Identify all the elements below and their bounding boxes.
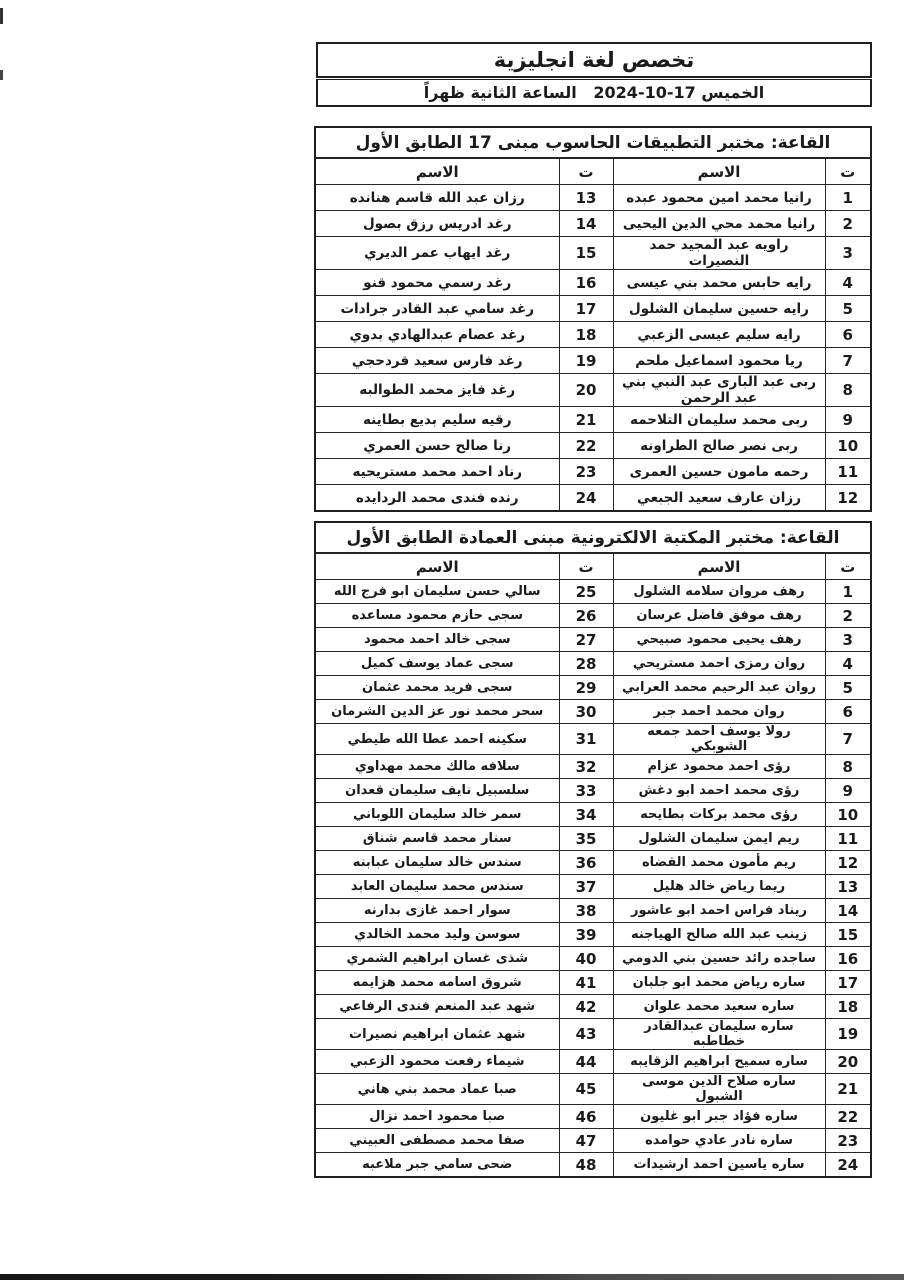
seat-number-cell: 11 [825, 827, 871, 851]
student-name-cell: رايه سليم عيسى الزعبي [613, 322, 825, 348]
student-name-cell: سالي حسن سليمان ابو فرج الله [315, 580, 559, 604]
student-name-cell: رايه حابس محمد بني عيسى [613, 270, 825, 296]
student-name-cell: شيماء رفعت محمود الزعبي [315, 1050, 559, 1074]
seat-number-cell: 18 [825, 995, 871, 1019]
seat-number-cell: 8 [825, 755, 871, 779]
table-row [315, 971, 871, 995]
seat-number-cell: 5 [825, 676, 871, 700]
table-row [315, 433, 871, 459]
seat-number-cell: 43 [559, 1019, 613, 1050]
student-name-cell: رغد ادريس رزق بصول [315, 211, 559, 237]
student-name-cell: رزان عارف سعيد الجبعي [613, 485, 825, 512]
table-row [315, 580, 871, 604]
col-header-num: ت [825, 158, 871, 185]
student-name-cell: رايه حسين سليمان الشلول [613, 296, 825, 322]
table-row [315, 923, 871, 947]
table-row [315, 1153, 871, 1178]
student-name-cell: ساره رياض محمد ابو جلبان [613, 971, 825, 995]
seat-number-cell: 7 [825, 724, 871, 755]
room-table-1 [314, 126, 872, 512]
student-name-cell: رحمه مامون حسين العمرى [613, 459, 825, 485]
seat-number-cell: 27 [559, 628, 613, 652]
student-name-cell: زينب عبد الله صالح الهياجنه [613, 923, 825, 947]
seat-number-cell: 38 [559, 899, 613, 923]
col-header-name: الاسم [315, 553, 559, 580]
seat-number-cell: 29 [559, 676, 613, 700]
student-name-cell: سمر خالد سليمان اللوباني [315, 803, 559, 827]
seat-number-cell: 17 [825, 971, 871, 995]
student-name-cell: ساره سميح ابراهيم الزقايبه [613, 1050, 825, 1074]
student-name-cell: رؤى محمد بركات بطايحه [613, 803, 825, 827]
seat-number-cell: 10 [825, 433, 871, 459]
seat-number-cell: 9 [825, 779, 871, 803]
table-row [315, 827, 871, 851]
seat-number-cell: 20 [559, 374, 613, 407]
student-name-cell: ريم ايمن سليمان الشلول [613, 827, 825, 851]
table-row [315, 700, 871, 724]
seat-number-cell: 14 [825, 899, 871, 923]
seat-number-cell: 3 [825, 628, 871, 652]
seat-number-cell: 37 [559, 875, 613, 899]
table-row [315, 724, 871, 755]
student-name-cell: ربى نصر صالح الطراونه [613, 433, 825, 459]
student-name-cell: سجى خالد احمد محمود [315, 628, 559, 652]
col-header-num: ت [559, 553, 613, 580]
seat-number-cell: 30 [559, 700, 613, 724]
student-name-cell: رغد عصام عبدالهادي بدوي [315, 322, 559, 348]
col-header-name: الاسم [613, 158, 825, 185]
seat-number-cell: 19 [825, 1019, 871, 1050]
seat-number-cell: 46 [559, 1105, 613, 1129]
student-name-cell: سلسبيل نايف سليمان قعدان [315, 779, 559, 803]
table-row [315, 485, 871, 512]
seat-number-cell: 9 [825, 407, 871, 433]
seat-number-cell: 44 [559, 1050, 613, 1074]
scan-edge-artifact [0, 8, 3, 24]
col-header-name: الاسم [315, 158, 559, 185]
seat-number-cell: 5 [825, 296, 871, 322]
student-name-cell: رغد فايز محمد الطوالبه [315, 374, 559, 407]
table-row [315, 676, 871, 700]
table-row [315, 628, 871, 652]
table-row [315, 185, 871, 211]
table-row [315, 1129, 871, 1153]
seat-number-cell: 36 [559, 851, 613, 875]
student-name-cell: ساجده رائد حسين بني الدومي [613, 947, 825, 971]
table-row [315, 348, 871, 374]
room-title: القاعة: مختبر المكتبة الالكترونية مبنى العمادة الطابق الأول [315, 522, 871, 553]
table-row [315, 995, 871, 1019]
student-name-cell: رغد سامي عبد القادر جرادات [315, 296, 559, 322]
seat-number-cell: 23 [559, 459, 613, 485]
student-name-cell: ساره صلاح الدين موسى الشبول [613, 1074, 825, 1105]
table-row [315, 459, 871, 485]
student-name-cell: ساره نادر عادي حوامده [613, 1129, 825, 1153]
seat-number-cell: 40 [559, 947, 613, 971]
student-name-cell: رغد رسمي محمود قنو [315, 270, 559, 296]
seat-number-cell: 48 [559, 1153, 613, 1178]
table-row [315, 237, 871, 270]
table-row [315, 779, 871, 803]
student-name-cell: رنده فندى محمد الردايده [315, 485, 559, 512]
student-name-cell: سندس خالد سليمان عبابنه [315, 851, 559, 875]
table-row [315, 652, 871, 676]
seat-number-cell: 6 [825, 700, 871, 724]
student-name-cell: رغد ايهاب عمر الديري [315, 237, 559, 270]
student-name-cell: رهف يحيى محمود صبيحي [613, 628, 825, 652]
student-name-cell: صبا محمود احمد نزال [315, 1105, 559, 1129]
student-name-cell: رنا صالح حسن العمري [315, 433, 559, 459]
seat-number-cell: 22 [559, 433, 613, 459]
seat-number-cell: 39 [559, 923, 613, 947]
room-header-row [315, 522, 871, 553]
seat-number-cell: 22 [825, 1105, 871, 1129]
seat-number-cell: 1 [825, 580, 871, 604]
seat-number-cell: 15 [825, 923, 871, 947]
student-name-cell: ساره ياسين احمد ارشيدات [613, 1153, 825, 1178]
student-name-cell: رولا يوسف احمد جمعه الشوبكي [613, 724, 825, 755]
seat-number-cell: 8 [825, 374, 871, 407]
seat-number-cell: 20 [825, 1050, 871, 1074]
seat-number-cell: 32 [559, 755, 613, 779]
student-name-cell: ريما رياض خالد هليل [613, 875, 825, 899]
table-row [315, 803, 871, 827]
col-header-num: ت [825, 553, 871, 580]
seat-number-cell: 13 [825, 875, 871, 899]
seat-number-cell: 21 [559, 407, 613, 433]
seat-number-cell: 16 [825, 947, 871, 971]
student-name-cell: رؤى احمد محمود عزام [613, 755, 825, 779]
room-title: القاعة: مختبر التطبيقات الحاسوب مبنى 17 الطابق الأول [315, 127, 871, 158]
col-header-name: الاسم [613, 553, 825, 580]
seat-number-cell: 33 [559, 779, 613, 803]
student-name-cell: سندس محمد سليمان العابد [315, 875, 559, 899]
student-name-cell: سوار احمد غازى بدارنه [315, 899, 559, 923]
scan-bottom-edge [0, 1274, 904, 1280]
student-name-cell: شهد عبد المنعم فندى الرفاعي [315, 995, 559, 1019]
student-name-cell: ريا محمود اسماعيل ملحم [613, 348, 825, 374]
seat-number-cell: 15 [559, 237, 613, 270]
scan-edge-artifact [0, 70, 3, 80]
seat-number-cell: 41 [559, 971, 613, 995]
seat-number-cell: 47 [559, 1129, 613, 1153]
column-header-row [315, 158, 871, 185]
seat-number-cell: 31 [559, 724, 613, 755]
table-row [315, 755, 871, 779]
seat-number-cell: 4 [825, 652, 871, 676]
seat-number-cell: 19 [559, 348, 613, 374]
student-name-cell: رهف مروان سلامه الشلول [613, 580, 825, 604]
table-row [315, 322, 871, 348]
seat-number-cell: 11 [825, 459, 871, 485]
student-name-cell: سوسن وليد محمد الخالدي [315, 923, 559, 947]
seat-number-cell: 18 [559, 322, 613, 348]
student-name-cell: صبا عماد محمد بني هاني [315, 1074, 559, 1105]
student-name-cell: سجى فريد محمد عثمان [315, 676, 559, 700]
seat-number-cell: 13 [559, 185, 613, 211]
student-name-cell: ربى عبد البارى عبد النبي بني عبد الرحمن [613, 374, 825, 407]
seat-number-cell: 3 [825, 237, 871, 270]
student-name-cell: رزان عبد الله قاسم هنانده [315, 185, 559, 211]
table-row [315, 1019, 871, 1050]
student-name-cell: سجى عماد يوسف كميل [315, 652, 559, 676]
table-row [315, 899, 871, 923]
seat-number-cell: 23 [825, 1129, 871, 1153]
student-name-cell: ربى محمد سليمان التلاحمه [613, 407, 825, 433]
table-row [315, 211, 871, 237]
seat-number-cell: 24 [559, 485, 613, 512]
student-name-cell: سلافه مالك محمد مهداوي [315, 755, 559, 779]
student-name-cell: رانيا محمد امين محمود عبده [613, 185, 825, 211]
student-name-cell: سحر محمد نور عز الدين الشرمان [315, 700, 559, 724]
student-name-cell: ضحى سامي جبر ملاعبه [315, 1153, 559, 1178]
table-row [315, 604, 871, 628]
seat-number-cell: 17 [559, 296, 613, 322]
seat-number-cell: 10 [825, 803, 871, 827]
seat-number-cell: 21 [825, 1074, 871, 1105]
student-name-cell: ريم مأمون محمد القضاه [613, 851, 825, 875]
student-name-cell: روان رمزى احمد مستريحي [613, 652, 825, 676]
column-header-row [315, 553, 871, 580]
seat-number-cell: 7 [825, 348, 871, 374]
table-row [315, 947, 871, 971]
table-row [315, 407, 871, 433]
room-header-row [315, 127, 871, 158]
seat-number-cell: 25 [559, 580, 613, 604]
table-row [315, 270, 871, 296]
table-row [315, 875, 871, 899]
student-name-cell: راويه عبد المجيد حمد النصيرات [613, 237, 825, 270]
student-name-cell: رانيا محمد محي الدين اليحيى [613, 211, 825, 237]
student-name-cell: رغد فارس سعيد قردحجي [315, 348, 559, 374]
seat-number-cell: 28 [559, 652, 613, 676]
seat-number-cell: 2 [825, 211, 871, 237]
seat-number-cell: 24 [825, 1153, 871, 1178]
seat-number-cell: 34 [559, 803, 613, 827]
exam-datetime: الخميس 17-10-2024 الساعة الثانية ظهراً [316, 79, 872, 107]
student-name-cell: روان محمد احمد جبر [613, 700, 825, 724]
student-name-cell: روان عبد الرحيم محمد العرابي [613, 676, 825, 700]
table-row [315, 1050, 871, 1074]
seat-number-cell: 14 [559, 211, 613, 237]
student-name-cell: شهد عثمان ابراهيم نصيرات [315, 1019, 559, 1050]
table-row [315, 374, 871, 407]
student-name-cell: ساره سعيد محمد علوان [613, 995, 825, 1019]
student-name-cell: سنار محمد قاسم شناق [315, 827, 559, 851]
seat-number-cell: 45 [559, 1074, 613, 1105]
student-name-cell: رهف موفق فاضل عرسان [613, 604, 825, 628]
student-name-cell: شروق اسامه محمد هزايمه [315, 971, 559, 995]
table-row [315, 1105, 871, 1129]
student-name-cell: رقيه سليم بديع بطاينه [315, 407, 559, 433]
student-name-cell: سكينه احمد عطا الله طيطي [315, 724, 559, 755]
seat-number-cell: 12 [825, 485, 871, 512]
seat-number-cell: 2 [825, 604, 871, 628]
student-name-cell: رؤى محمد احمد ابو دغش [613, 779, 825, 803]
seat-number-cell: 26 [559, 604, 613, 628]
room-table-2 [314, 521, 872, 1178]
seat-number-cell: 16 [559, 270, 613, 296]
seat-number-cell: 1 [825, 185, 871, 211]
col-header-num: ت [559, 158, 613, 185]
student-name-cell: ريناد فراس احمد ابو عاشور [613, 899, 825, 923]
seat-number-cell: 35 [559, 827, 613, 851]
document-content [316, 42, 872, 1178]
student-name-cell: شذى غسان ابراهيم الشمري [315, 947, 559, 971]
table-row [315, 851, 871, 875]
student-name-cell: ساره سليمان عبدالقادر خطاطبه [613, 1019, 825, 1050]
seat-number-cell: 42 [559, 995, 613, 1019]
table-row [315, 296, 871, 322]
student-name-cell: رناد احمد محمد مستريحيه [315, 459, 559, 485]
seat-number-cell: 6 [825, 322, 871, 348]
student-name-cell: صفا محمد مصطفى العبيني [315, 1129, 559, 1153]
student-name-cell: سجى حازم محمود مساعده [315, 604, 559, 628]
student-name-cell: ساره فؤاد جبر ابو غليون [613, 1105, 825, 1129]
table-row [315, 1074, 871, 1105]
seat-number-cell: 4 [825, 270, 871, 296]
document-title: تخصص لغة انجليزية [316, 42, 872, 78]
seat-number-cell: 12 [825, 851, 871, 875]
